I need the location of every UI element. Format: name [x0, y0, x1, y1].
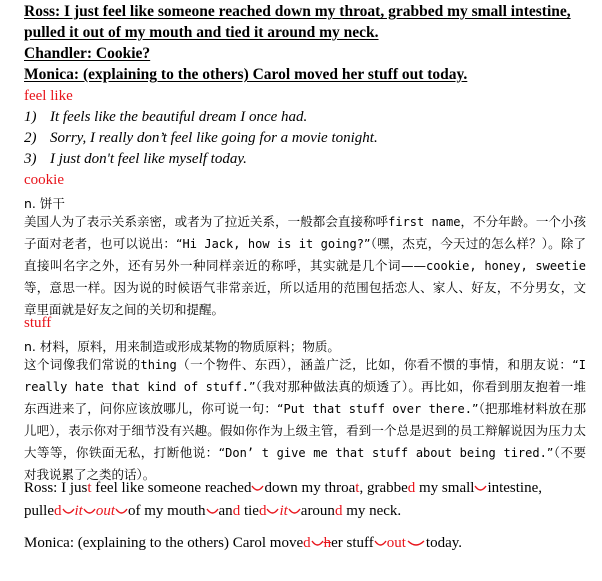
- annot-text: an: [218, 503, 233, 519]
- annot-text: tie: [240, 503, 259, 519]
- vocab-term-stuff: stuff: [24, 315, 52, 331]
- annotated-ross-line-2: [24, 503, 401, 520]
- annot-text: my small: [415, 480, 475, 496]
- linking-arc-icon: [374, 539, 387, 548]
- vocab-term-feel-like: feel like: [24, 88, 73, 104]
- linking-arc-icon: [474, 484, 487, 493]
- annot-mark: out: [95, 503, 116, 519]
- annot-text: down my throa: [264, 480, 356, 496]
- linking-arc-icon: [266, 507, 279, 516]
- cookie-english: cookie, honey, sweetie: [426, 259, 586, 273]
- annot-text: Ross: I jus: [24, 480, 88, 496]
- linking-arc-icon: [406, 539, 426, 548]
- annot-mark: it: [74, 503, 83, 519]
- annot-text: , grabbe: [359, 480, 408, 496]
- linking-arc-icon: [83, 507, 96, 516]
- stuff-text: ”（把那堆材料放在那儿吧），表示你对于细节没有兴趣。假如你作为上级主管，看到一个总是迟到的员工辩解说因为压力太大等等，你铁面无私，打断他说：“: [24, 401, 587, 460]
- annot-text: today.: [425, 535, 463, 551]
- example-number: 2): [24, 130, 37, 146]
- annot-text: feel like someone reached: [91, 480, 252, 496]
- cookie-text: ”（嘿，杰克，今天过的怎么样？）。除了直接叫名字之外，还有另外一种同样亲近的称呼，其实就是几个词——: [24, 236, 586, 273]
- cookie-english: first name: [388, 215, 461, 229]
- cookie-text: 等，意思一样。因为说的时候语气非常亲近，所以适用的范围包括恋人、家人、好友，不分男女，文章里面就是好友之间的关切和提醒。: [24, 280, 586, 317]
- linking-arc-icon: [115, 507, 128, 516]
- annot-mark: out: [386, 535, 406, 551]
- annotated-ross-line-1: [24, 480, 542, 497]
- example-3: [24, 151, 247, 168]
- linking-arc-icon: [288, 507, 301, 516]
- cookie-text: 美国人为了表示关系亲密，或者为了拉近关系，一般都会直接称呼: [24, 214, 389, 229]
- dialogue-monica-line: Monica: (explaining to the others) Carol moved her stuff out today.: [24, 66, 468, 83]
- annot-elided-mark: h: [323, 535, 332, 551]
- annot-text: er stuff: [331, 535, 374, 551]
- vocab-term-cookie: cookie: [24, 172, 64, 188]
- example-text: It feels like the beautiful dream I once had.: [50, 109, 308, 125]
- example-text: I just don't feel like myself today.: [50, 151, 247, 167]
- annot-mark: d: [54, 503, 62, 519]
- example-number: 3): [24, 151, 37, 167]
- annot-text: my neck.: [342, 503, 402, 519]
- annot-text: Monica: (explaining to the others) Carol move: [24, 535, 304, 551]
- stuff-text: ”（我对那种做法真的烦透了）。再比如，你看到朋友抱着一堆东西进来了，问你应该放哪儿，你可说一句：“: [24, 379, 587, 416]
- linking-arc-icon: [62, 507, 75, 516]
- dialogue-ross-line-1: Ross: I just feel like someone reached down my throat, grabbed my small intestine,: [24, 3, 571, 20]
- example-text: Sorry, I really don’t feel like going for a movie tonight.: [50, 130, 378, 146]
- example-number: 1): [24, 109, 37, 125]
- dialogue-ross-line-2: pulled it out of my mouth and tied it around my neck.: [24, 24, 379, 41]
- annot-mark: it: [279, 503, 288, 519]
- annot-mark: d: [232, 503, 241, 519]
- dialogue-chandler-line: Chandler: Cookie?: [24, 45, 151, 62]
- stuff-english: I really hate that kind of stuff.: [24, 358, 586, 394]
- annot-mark: d: [303, 535, 311, 551]
- stuff-text: 这个词像我们常说的: [24, 357, 141, 372]
- example-2: [24, 130, 378, 147]
- stuff-english: thing: [140, 358, 177, 372]
- example-1: [24, 109, 307, 126]
- cookie-text: ，不分年龄。一个小孩子面对老者，也可以说出：“: [24, 214, 586, 251]
- linking-arc-icon: [311, 539, 324, 548]
- stuff-text: （一个物件、东西），涵盖广泛，比如，你看不惯的事情，和朋友说：“: [176, 357, 579, 372]
- annot-mark: d: [258, 503, 267, 519]
- stuff-explanation: [24, 354, 586, 486]
- annot-text: intestine,: [487, 480, 543, 496]
- annot-text: aroun: [300, 503, 335, 519]
- stuff-english: Put that stuff over there.: [283, 402, 472, 416]
- cookie-english: Hi Jack, how is it going?: [182, 237, 364, 251]
- linking-arc-icon: [206, 507, 219, 516]
- stuff-text: ”（不要对我说累了之类的话）。: [24, 445, 586, 482]
- annot-mark: t: [87, 480, 92, 496]
- stuff-english: Don’ t give me that stuff about being tired.: [225, 446, 547, 460]
- stuff-part-of-speech: n. 材料，原料，用来制造或形成某物的物质原料；物质。: [24, 339, 340, 354]
- annot-mark: t: [355, 480, 360, 496]
- linking-arc-icon: [251, 484, 264, 493]
- annot-mark: d: [334, 503, 343, 519]
- cookie-explanation: [24, 211, 586, 321]
- annot-mark: d: [407, 480, 416, 496]
- annot-text: pulle: [24, 503, 54, 519]
- cookie-part-of-speech: n. 饼干: [24, 196, 65, 211]
- annot-text: of my mouth: [128, 503, 206, 519]
- annotated-monica-line: [24, 535, 462, 552]
